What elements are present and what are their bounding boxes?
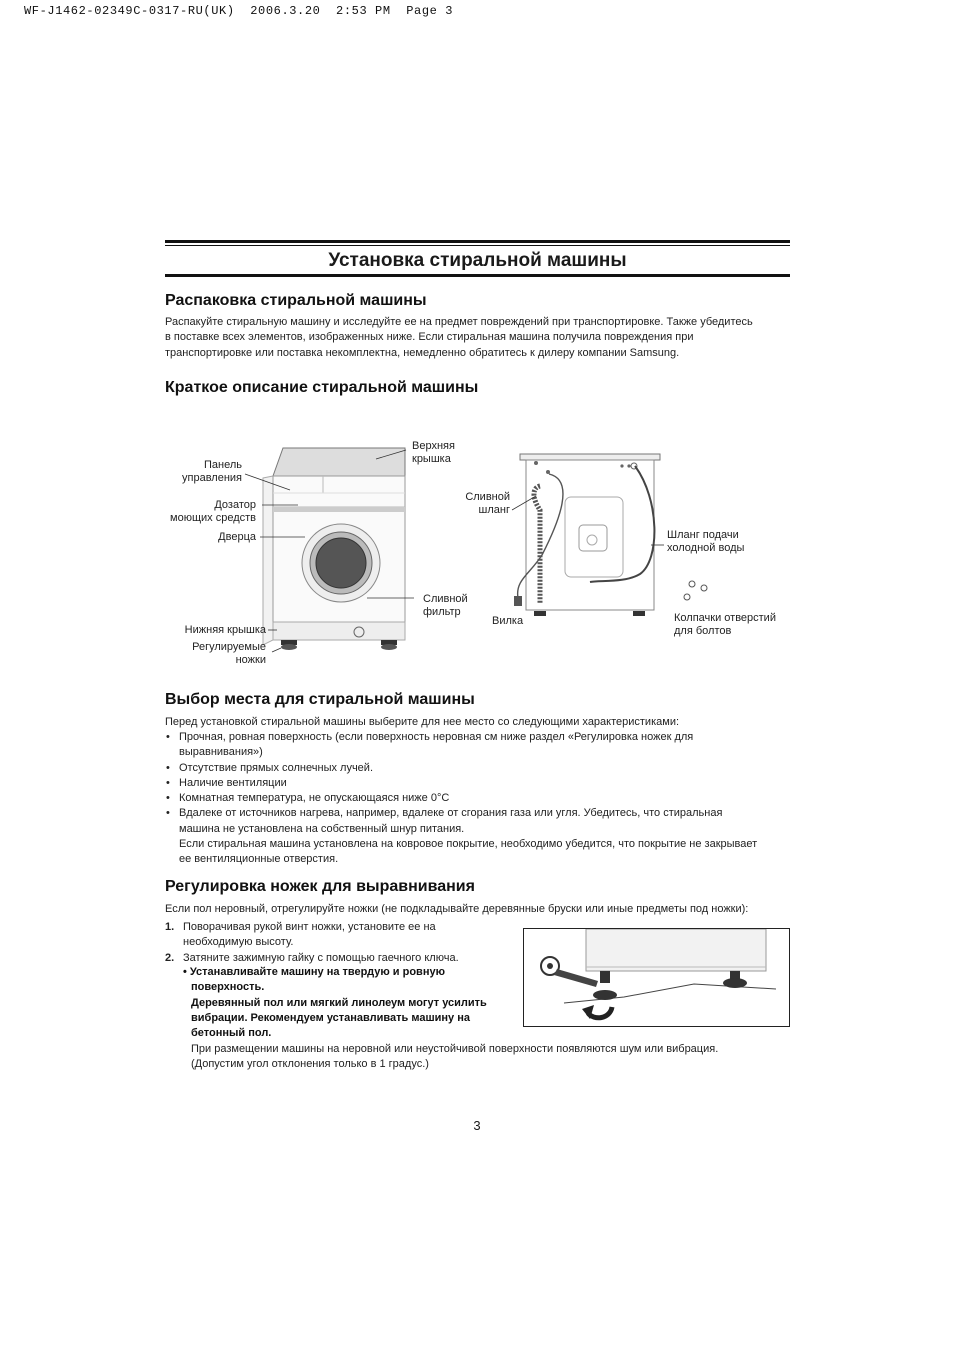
label-line: крышка (412, 453, 451, 465)
label-drain-filter (423, 593, 468, 619)
step-line: Поворачивая рукой винт ножки, установите ее на (183, 921, 436, 933)
leveling-note-extra (191, 1042, 791, 1073)
label-adjustable-feet (150, 641, 266, 667)
print-header: WF-J1462-02349C-0317-RU(UK) 2006.3.20 2:53 PM Page 3 (24, 4, 454, 18)
list-item-line: • Прочная, ровная поверхность (если поверхность неровная см ниже раздел «Регулировка ножек для (179, 731, 694, 743)
bolt-caps-illustration (684, 581, 707, 600)
label-line: управления (182, 472, 242, 484)
step-number: 1. (165, 921, 175, 933)
list-item-line: • Отсутствие прямых солнечных лучей. (179, 761, 373, 774)
overview-heading: Краткое описание стиральной машины (165, 379, 479, 396)
label-bottom-cover (150, 624, 266, 637)
note-line: При размещении машины на неровной или неустойчивой поверхности появляются шум или вибрация. (191, 1043, 719, 1055)
label-line: фильтр (423, 606, 461, 618)
note-line: вибрации. Рекомендуем устанавливать машину на (191, 1011, 470, 1024)
leveling-steps (165, 920, 515, 966)
label-cold-water-hose (667, 529, 744, 555)
leveling-bold-note (183, 965, 503, 1041)
label-line: холодной воды (667, 542, 745, 554)
leveling-illustration (524, 929, 791, 1028)
label-line: Дверца (218, 531, 256, 543)
label-line: Нижняя крышка (184, 624, 266, 636)
note-line: поверхность. (191, 981, 265, 994)
list-item (165, 761, 790, 776)
list-item (165, 730, 790, 761)
note-line: бетонный пол. (191, 1027, 272, 1040)
note-line: • Устанавливайте машину на твердую и ровную (183, 966, 445, 978)
label-line: Верхняя (412, 440, 455, 452)
label-line: Дозатор (214, 499, 256, 511)
list-item (165, 791, 790, 806)
label-line: моющих средств (170, 512, 256, 524)
unpacking-heading: Распаковка стиральной машины (165, 292, 427, 309)
page-title: Установка стиральной машины (328, 250, 627, 271)
location-intro: Перед установкой стиральной машины выберите для нее место со следующими характеристиками: (165, 716, 680, 728)
list-item (165, 776, 790, 791)
unpacking-line: транспортировке или поставка некомплектна, немедленно обратитесь к дилеру компании Samsung. (165, 346, 680, 359)
list-item (165, 806, 790, 837)
label-door (180, 531, 256, 544)
step-number: 2. (165, 951, 175, 964)
label-plug (492, 615, 523, 628)
label-line: Панель (203, 459, 242, 471)
extra-line: Если стиральная машина установлена на ковровое покрытие, необходимо убедится, что покрытие не закрывает (179, 838, 758, 851)
label-line: Сливной (465, 491, 510, 503)
list-item-line: • Наличие вентиляции (179, 776, 287, 789)
step-line: необходимую высоту. (183, 936, 294, 949)
list-item-line: машина не установлена на собственный шнур питания. (179, 822, 465, 835)
label-control-panel (150, 459, 242, 485)
label-top-cover (412, 440, 455, 466)
leveling-heading: Регулировка ножек для выравнивания (165, 878, 475, 895)
label-line: Колпачки отверстий (674, 612, 776, 624)
label-line: Сливной (423, 593, 468, 605)
step-line: Затяните зажимную гайку с помощью гаечного ключа. (183, 951, 459, 964)
note-line: Деревянный пол или мягкий линолеум могут усилить (191, 996, 487, 1009)
label-line: ножки (235, 654, 266, 666)
list-item-line: выравнивания») (179, 746, 263, 759)
list-item-line: • Комнатная температура, не опускающаяся ниже 0°C (179, 792, 450, 805)
washer-rear-illustration (514, 454, 660, 616)
unpacking-line: в поставке всех элементов, изображенных ниже. Если стиральная машина получила повреждения при (165, 331, 694, 344)
label-line: для болтов (674, 625, 732, 637)
step-item (165, 920, 515, 951)
label-drain-hose (440, 491, 510, 517)
label-line: Регулируемые (192, 641, 266, 653)
leveling-figure (523, 928, 790, 1027)
list-item-line: • Вдалеке от источников нагрева, например, вдалеке от сгорания газа или угля. Убедитесь, что стиральная (179, 807, 723, 820)
location-extra-note (165, 837, 790, 868)
step-item (165, 951, 515, 966)
page-number: 3 (473, 1118, 481, 1133)
location-heading: Выбор места для стиральной машины (165, 691, 475, 708)
label-line: Шланг подачи (667, 529, 739, 541)
label-line: Вилка (492, 615, 524, 627)
note-line: (Допустим угол отклонения только в 1 градус.) (191, 1058, 429, 1071)
leveling-intro: Если пол неровный, отрегулируйте ножки (не подкладывайте деревянные бруски или иные предметы под ножки): (165, 903, 749, 915)
location-bullets (165, 730, 790, 868)
label-bolt-caps (674, 612, 776, 638)
unpacking-line: Распакуйте стиральную машину и исследуйте ее на предмет повреждений при транспортировке. Также убедитесь (165, 316, 753, 328)
label-line: шланг (478, 504, 510, 516)
washer-front-illustration (263, 448, 405, 650)
extra-line: ее вентиляционные отверстия. (179, 853, 339, 866)
label-detergent-drawer (140, 499, 256, 525)
